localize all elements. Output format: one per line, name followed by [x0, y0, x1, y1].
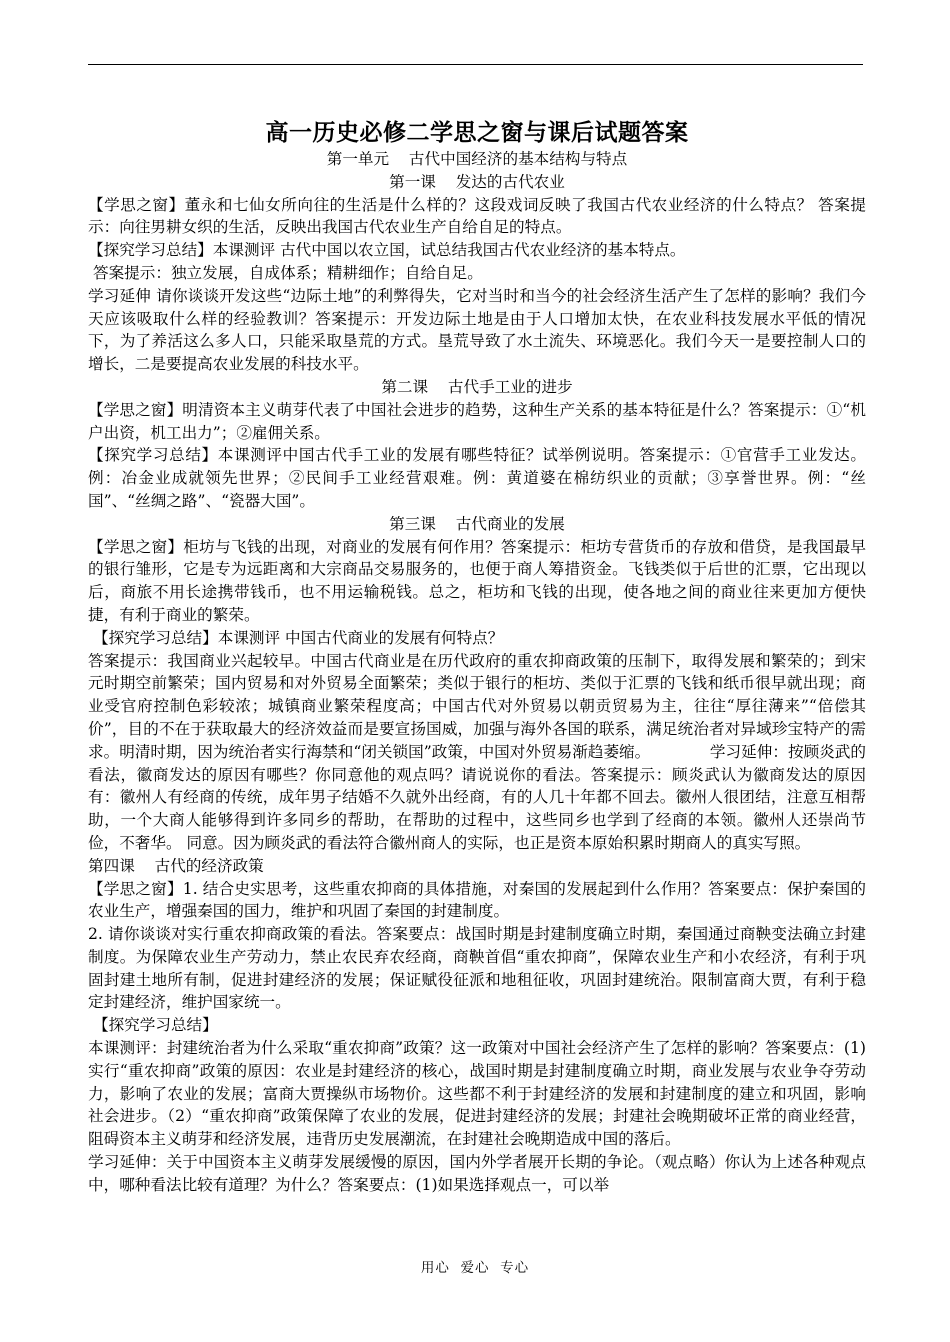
- header-rule: [88, 64, 863, 65]
- document-body: [88, 118, 866, 1197]
- lesson4-paragraph-1: 【学思之窗】1. 结合史实思考，这些重农抑商的具体措施，对秦国的发展起到什么作用？答案要点：保护秦国的农业生产，增强秦国的国力，维护和巩固了秦国的封建制度。: [88, 879, 866, 921]
- lesson4-heading: 第四课 古代的经济政策: [88, 856, 264, 875]
- unit-heading: 第一单元 古代中国经济的基本结构与特点: [326, 150, 628, 168]
- lesson3-heading: 第三课 古代商业的发展: [389, 514, 565, 533]
- lesson1-paragraph-2: 【探究学习总结】本课测评 古代中国以农立国，试总结我国古代农业经济的基本特点。: [88, 241, 686, 260]
- lesson2-paragraph-1: 【学思之窗】明清资本主义萌芽代表了中国社会进步的趋势，这种生产关系的基本特征是什么？答案提示：①“机户出资，机工出力”；②雇佣关系。: [88, 400, 866, 442]
- lesson2-heading: 第二课 古代手工业的进步: [381, 377, 573, 396]
- lesson1-heading: 第一课 发达的古代农业: [389, 172, 565, 191]
- lesson3-paragraph-2: 【探究学习总结】本课测评 中国古代商业的发展有何特点？: [88, 628, 504, 647]
- page-title: 高一历史必修二学思之窗与课后试题答案: [265, 119, 689, 146]
- lesson4-paragraph-2: 2. 请你谈谈对实行重农抑商政策的看法。答案要点：战国时期是封建制度确立时期，秦国通过商鞅变法确立封建制度。为保障农业生产劳动力，禁止农民弃农经商，商鞅首倡“重农抑商”，保障农业生产和小农经济，有利于巩固封建土地所有制，促进封建经济的发展；保证赋役征派和地租征收，巩固封建统治。限制富商大贾，有利于稳定封建经济，维护国家统一。: [88, 925, 866, 1012]
- lesson4-paragraph-4: 本课测评：封建统治者为什么采取“重农抑商”政策？这一政策对中国社会经济产生了怎样的影响？答案要点：(1)实行“重农抑商”政策的原因：农业是封建经济的核心，战国时期是封建制度确立时期，商业发展与农业争夺劳动力，影响了农业的发展；富商大贾操纵市场物价。这些都不利于封建经济的发展和封建制度的建立和巩固，影响社会进步。（2）“重农抑商”政策保障了农业的发展，促进封建经济的发展；封建社会晚期破坏正常的商业经营，阻碍资本主义萌芽和经济发展，违背历史发展潮流，在封建社会晚期造成中国的落后。: [88, 1039, 866, 1149]
- lesson1-paragraph-1: 【学思之窗】董永和七仙女所向往的生活是什么样的？这段戏词反映了我国古代农业经济的什么特点？ 答案提示：向往男耕女织的生活，反映出我国古代农业生产自给自足的特点。: [88, 195, 866, 237]
- lesson3-paragraph-1: 【学思之窗】柜坊与飞钱的出现，对商业的发展有何作用？答案提示：柜坊专营货币的存放和借贷，是我国最早的银行雏形，它是专为远距离和大宗商品交易服务的，也便于商人筹措资金。飞钱类似于后世的汇票，它出现以后，商旅不用长途携带钱币，也不用运输税钱。总之，柜坊和飞钱的出现，使各地之间的商业往来更加方便快捷，有利于商业的繁荣。: [88, 537, 866, 624]
- lesson3-paragraph-3: 答案提示：我国商业兴起较早。中国古代商业是在历代政府的重农抑商政策的压制下，取得发展和繁荣的；到宋元时期空前繁荣；国内贸易和对外贸易全面繁荣；类似于银行的柜坊、类似于汇票的飞钱和纸币很早就出现；商业受官府控制色彩较浓；城镇商业繁荣程度高；中国古代对外贸易以朝贡贸易为主，往往“厚往薄来”“倍偿其价”，目的不在于获取最大的经济效益而是要宣扬国威，加强与海外各国的联系，满足统治者对异域珍宝特产的需求。明清时期，因为统治者实行海禁和“闭关锁国”政策，中国对外贸易渐趋萎缩。 学习延伸：按顾炎武的看法，徽商发达的原因有哪些？你同意他的观点吗？请说说你的看法。答案提示：顾炎武认为徽商发达的原因有：徽州人有经商的传统，成年男子结婚不久就外出经商，有的人几十年都不回去。徽州人很团结，注意互相帮助，一个大商人能够得到许多同乡的帮助，在帮助的过程中，这些同乡也学到了经商的本领。徽州人还崇尚节俭，不奢华。 同意。因为顾炎武的看法符合徽州商人的实际，也正是资本原始积累时期商人的真实写照。: [88, 651, 866, 852]
- lesson1-paragraph-3: 答案提示：独立发展，自成体系；精耕细作；自给自足。: [88, 263, 483, 282]
- page-footer: 用心 爱心 专心: [420, 1260, 530, 1276]
- lesson2-paragraph-2: 【探究学习总结】本课测评中国古代手工业的发展有哪些特征？试举例说明。答案提示：①官营手工业发达。例：冶金业成就领先世界；②民间手工业经营艰难。例：黄道婆在棉纺织业的贡献；③享誉世界。例：“丝国”、“丝绸之路”、“瓷器大国”。: [88, 446, 866, 510]
- lesson4-paragraph-5: 学习延伸：关于中国资本主义萌芽发展缓慢的原因，国内外学者展开长期的争论。（观点略）你认为上述各种观点中，哪种看法比较有道理？为什么？答案要点：(1)如果选择观点一，可以举: [88, 1153, 866, 1194]
- lesson1-paragraph-4: 学习延伸 请你谈谈开发这些“边际土地”的利弊得失，它对当时和当今的社会经济生活产生了怎样的影响？我们今天应该吸取什么样的经验教训？答案提示：开发边际土地是由于人口增加太快，在农业科技发展水平低的情况下，为了养活这么多人口，只能采取垦荒的方式。垦荒导致了水土流失、环境恶化。我们今天一是要控制人口的增长，二是要提高农业发展的科技水平。: [88, 286, 866, 374]
- lesson4-paragraph-3: 【探究学习总结】: [88, 1016, 218, 1035]
